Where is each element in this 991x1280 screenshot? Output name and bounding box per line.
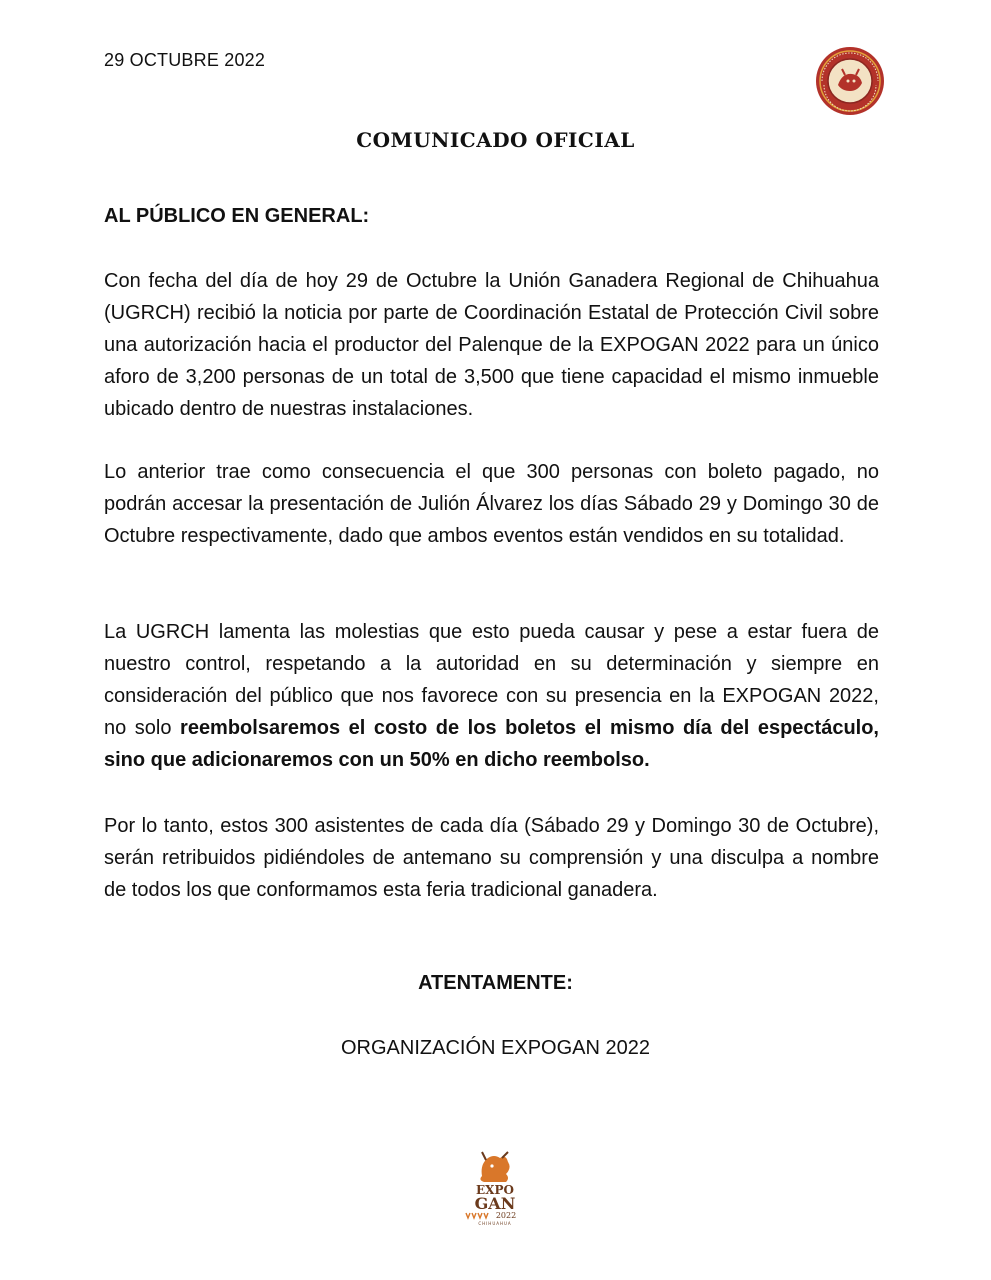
signature: ORGANIZACIÓN EXPOGAN 2022 xyxy=(341,1037,650,1059)
expogan-logo-city: CHIHUAHUA xyxy=(478,1221,512,1226)
expogan-logo-line-2: GAN xyxy=(474,1194,516,1213)
paragraph-3 xyxy=(104,616,879,776)
union-ganadera-seal-icon xyxy=(814,45,886,117)
expogan-logo-icon xyxy=(462,1150,528,1228)
expogan-logo-line-1: EXPO xyxy=(476,1183,514,1197)
paragraph-3-bold-text: reembolsaremos el costo de los boletos el mismo día del espectáculo, sino que adicionaremos con un 50% en dicho reembolso. xyxy=(104,717,879,771)
paragraph-3-text: La UGRCH lamenta las molestias que esto pueda causar y pese a estar fuera de nuestro control, respetando a la autoridad en su determinación y siempre en consideración del público que nos favorece con su presencia en la EXPOGAN 2022, no solo xyxy=(104,621,879,739)
page-title: COMUNICADO OFICIAL xyxy=(356,128,635,152)
paragraph-2: Lo anterior trae como consecuencia el que 300 personas con boleto pagado, no podrán accesar la presentación de Julión Álvarez los días Sábado 29 y Domingo 30 de Octubre respectivamente, dado que ambos eventos están vendidos en su totalidad. xyxy=(104,461,879,547)
expogan-logo-year: 2022 xyxy=(495,1211,517,1220)
paragraph-4: Por lo tanto, estos 300 asistentes de cada día (Sábado 29 y Domingo 30 de Octubre), serán retribuidos pidiéndoles de antemano su comprensión y una disculpa a nombre de todos los que conformamos esta feria tradicional ganadera. xyxy=(104,815,879,901)
date-label: 29 OCTUBRE 2022 xyxy=(104,50,266,70)
closing: ATENTAMENTE: xyxy=(418,972,573,994)
paragraph-1: Con fecha del día de hoy 29 de Octubre la Unión Ganadera Regional de Chihuahua (UGRCH) recibió la noticia por parte de Coordinación Estatal de Protección Civil sobre una autorización hacia el productor del Palenque de la EXPOGAN 2022 para un único aforo de 3,200 personas de un total de 3,500 que tiene capacidad el mismo inmueble ubicado dentro de nuestras instalaciones. xyxy=(104,270,879,420)
salutation: AL PÚBLICO EN GENERAL: xyxy=(104,205,370,227)
